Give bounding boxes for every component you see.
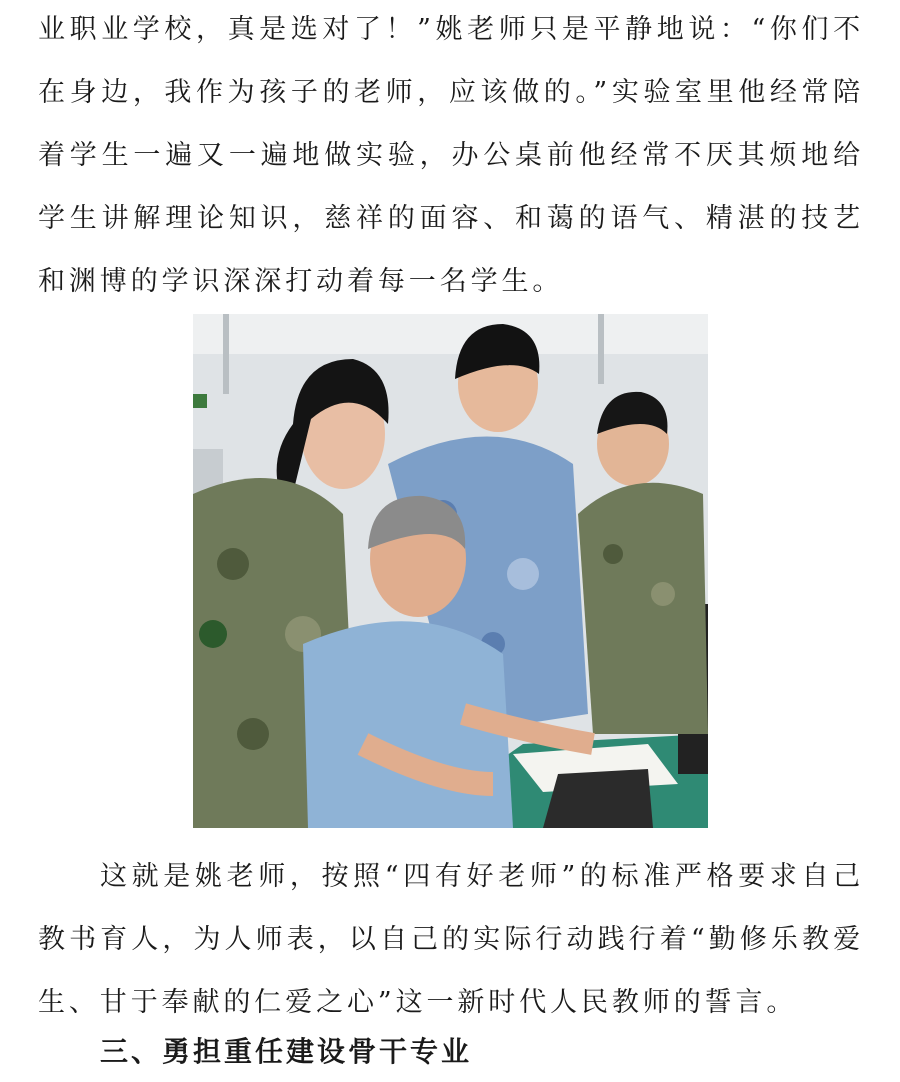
section-heading: 三、勇担重任建设骨干专业 bbox=[100, 1035, 473, 1068]
body-paragraph-2: 这就是姚老师，按照“四有好老师”的标准严格要求自己教书育人，为人师表，以自己的实际行动践行着“勤修乐教爱生、甘于奉献的仁爱之心”这一新时代人民教师的誓言。 bbox=[38, 861, 864, 1018]
classroom-photo bbox=[193, 314, 708, 828]
body-paragraph-1: 业职业学校，真是选对了！”姚老师只是平静地说：“你们不在身边，我作为孩子的老师，应该做的。”实验室里他经常陪着学生一遍又一遍地做实验，办公桌前他经常不厌其烦地给学生讲解理论知识，慈祥的面容、和蔼的语气、精湛的技艺和渊博的学识深深打动着每一名学生。 bbox=[38, 14, 864, 297]
photo-illustration bbox=[193, 314, 708, 828]
